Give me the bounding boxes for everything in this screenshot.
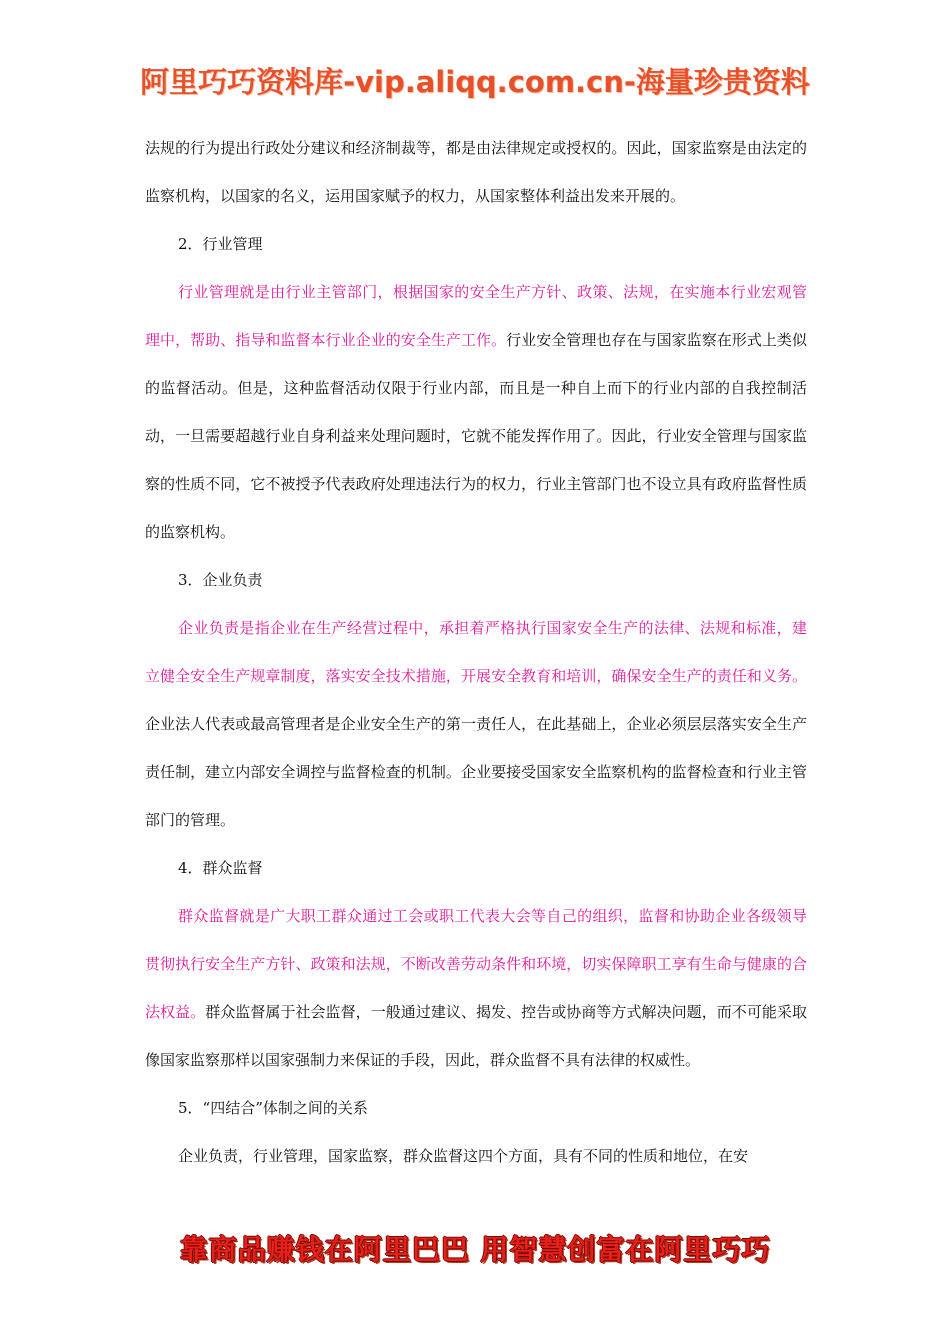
document-body: [145, 124, 807, 1180]
header-banner: 阿里巧巧资料库-vip.aliqq.com.cn-海量珍贵资料: [140, 65, 810, 99]
paragraph-industry-management: [145, 268, 807, 556]
section-heading-enterprise-responsibility: 3．企业负责: [178, 571, 263, 589]
section-heading-industry-management: 2．行业管理: [178, 235, 263, 253]
paragraph-continuation: 法规的行为提出行政处分建议和经济制裁等，都是由法律规定或授权的。因此，国家监察是由法定的监察机构，以国家的名义，运用国家赋予的权力，从国家整体利益出发来开展的。: [145, 139, 807, 205]
section-heading-four-combination: 5．“四结合”体制之间的关系: [178, 1099, 368, 1117]
highlighted-definition: 行业管理就是由行业主管部门，根据国家的安全生产方针、政策、法规，在实施本行业宏观管理中，帮助、指导和监督本行业企业的安全生产工作。: [145, 283, 807, 349]
paragraph-text: 行业安全管理也存在与国家监察在形式上类似的监督活动。但是，这种监督活动仅限于行业内部，而且是一种自上而下的行业内部的自我控制活动，一旦需要超越行业自身利益来处理问题时，它就不能发挥作用了。因此，行业安全管理与国家监察的性质不同，它不被授予代表政府处理违法行为的权力，行业主管部门也不设立具有政府监督性质的监察机构。: [145, 331, 807, 541]
highlighted-definition: 企业负责是指企业在生产经营过程中，承担着严格执行国家安全生产的法律、法规和标准，建立健全安全生产规章制度，落实安全技术措施，开展安全教育和培训，确保安全生产的责任和义务。: [145, 619, 807, 685]
highlighted-definition: 群众监督就是广大职工群众通过工会或职工代表大会等自己的组织，监督和协助企业各级领导贯彻执行安全生产方针、政策和法规，不断改善劳动条件和环境，切实保障职工享有生命与健康的合法权益。: [145, 907, 807, 1021]
paragraph-text: 企业法人代表或最高管理者是企业安全生产的第一责任人，在此基础上，企业必须层层落实安全生产责任制，建立内部安全调控与监督检查的机制。企业要接受国家安全监察机构的监督检查和行业主管部门的管理。: [145, 715, 807, 829]
footer-banner: 靠商品赚钱在阿里巴巴 用智慧创富在阿里巧巧: [179, 1233, 771, 1266]
paragraph-four-combination: 企业负责，行业管理，国家监察，群众监督这四个方面，具有不同的性质和地位，在安: [178, 1147, 749, 1165]
paragraph-text: 群众监督属于社会监督，一般通过建议、揭发、控告或协商等方式解决问题，而不可能采取像国家监察那样以国家强制力来保证的手段，因此，群众监督不具有法律的权威性。: [145, 1003, 807, 1069]
paragraph-enterprise-responsibility: [145, 604, 807, 844]
paragraph-mass-supervision: [145, 892, 807, 1084]
section-heading-mass-supervision: 4．群众监督: [178, 859, 263, 877]
